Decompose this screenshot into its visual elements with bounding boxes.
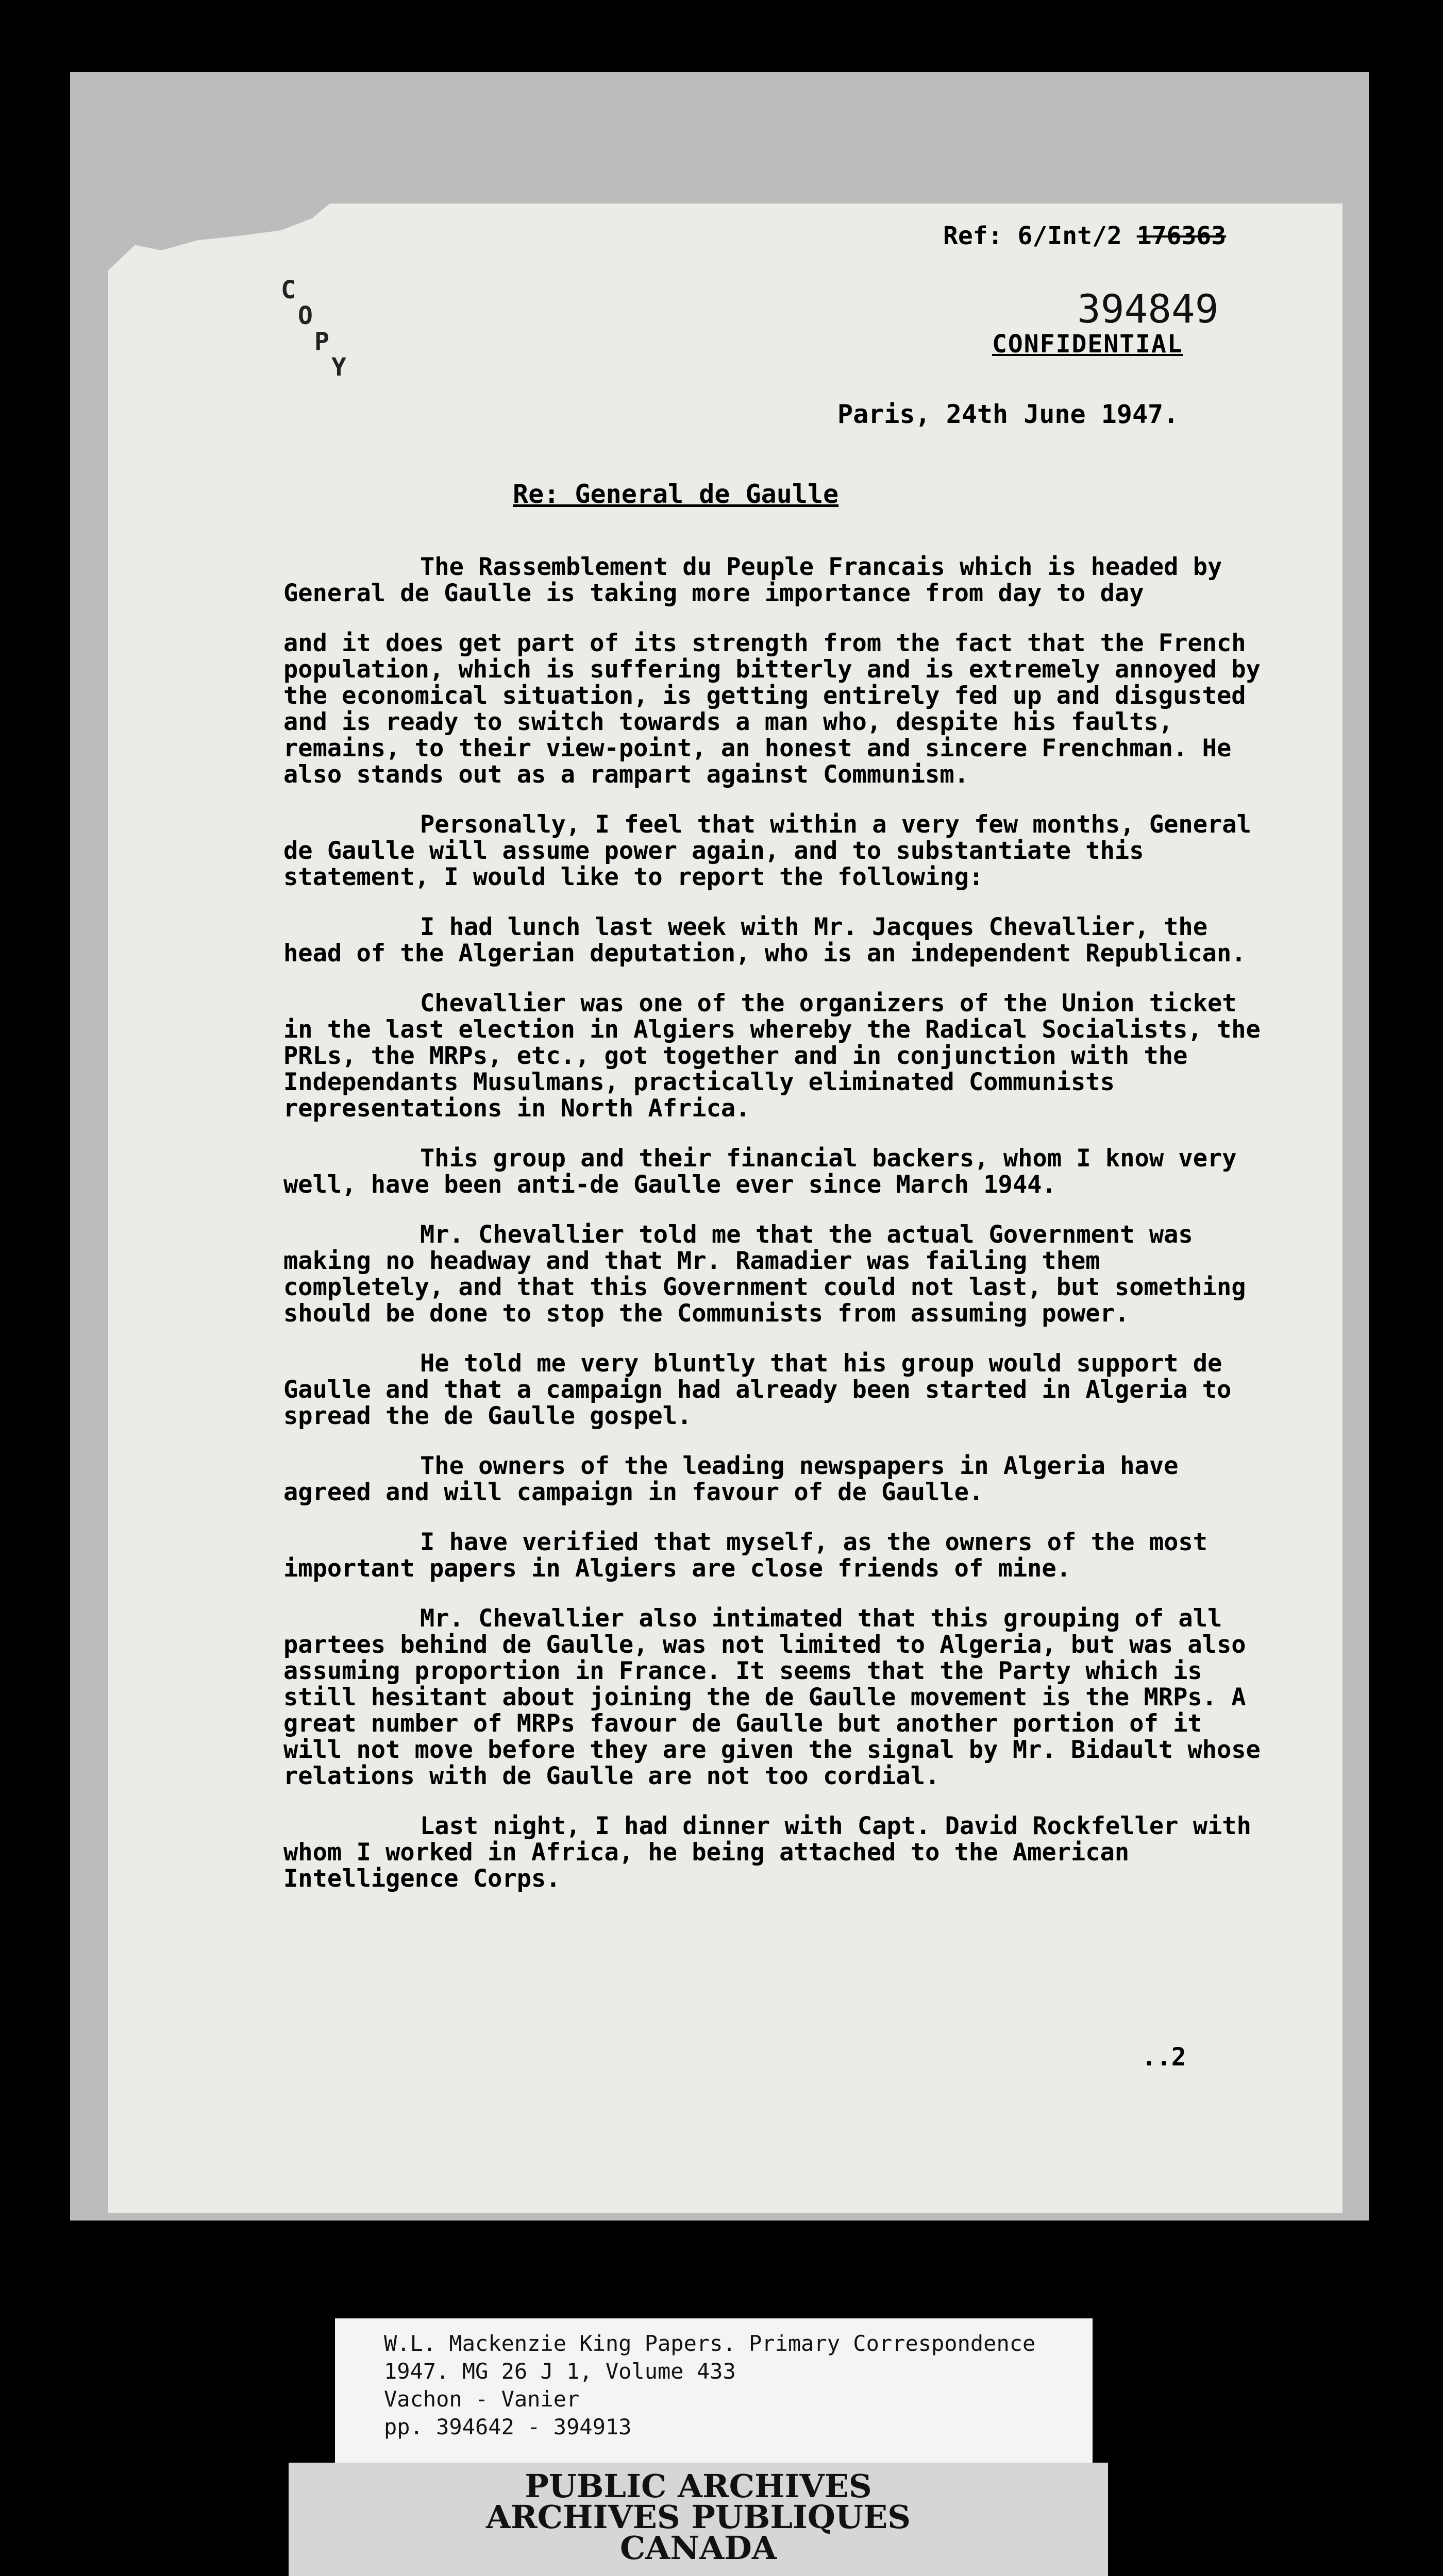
paragraph: I had lunch last week with Mr. Jacques Chevallier, the head of the Algerian deputation, who is an independent Republican. (283, 913, 1246, 968)
paragraph: The owners of the leading newspapers in Algeria have agreed and will campaign in favour of de Gaulle. (283, 1452, 1179, 1506)
archive-stamp-line: PUBLIC ARCHIVES (525, 2467, 872, 2505)
copy-letter-p: P (314, 327, 329, 356)
paragraph: and it does get part of its strength from the fact that the French population, which is suffering bitterly and is extremely annoyed by the economical situation, is getting entirely fed up and disgusted and is ready to switch towards a man who, despite his faults, remains, to their view-point, an honest and sincere Frenchman. He also stands out as a rampart against Communism. (283, 629, 1261, 789)
archive-label-line: W.L. Mackenzie King Papers. Primary Correspondence (384, 2331, 1036, 2356)
paragraph: I have verified that myself, as the owners of the most important papers in Algiers are close friends of mine. (283, 1528, 1208, 1583)
paragraph: Mr. Chevallier also intimated that this grouping of all partees behind de Gaulle, was not limited to Algeria, but was also assuming proportion in France. It seems that the Party which is still hesitant about joining the de Gaulle movement is the MRPs. A great number of MRPs favour de Gaulle but another portion of it will not move before they are given the signal by Mr. Bidault whose relations with de Gaulle are not too cordial. (283, 1604, 1261, 1790)
subject-line: Re: General de Gaulle (513, 479, 839, 509)
paragraph: Last night, I had dinner with Capt. David Rockfeller with whom I worked in Africa, he being attached to the American Intelligence Corps. (283, 1812, 1251, 1893)
page-continuation: ..2 (1142, 2043, 1186, 2072)
paragraph: The Rassemblement du Peuple Francais which is headed by General de Gaulle is taking more importance from day to day (283, 553, 1222, 607)
archive-label (335, 2318, 1093, 2463)
archive-label-line: Vachon - Vanier (384, 2386, 580, 2412)
paragraph: He told me very bluntly that his group would support de Gaulle and that a campaign had already been started in Algeria to spread the de Gaulle gospel. (283, 1349, 1232, 1430)
classification-mark: CONFIDENTIAL (992, 330, 1183, 359)
paragraph: Personally, I feel that within a very few months, General de Gaulle will assume power again, and to substantiate this statement, I would like to report the following: (283, 810, 1251, 891)
copy-letter-y: Y (331, 353, 346, 382)
letter-body (283, 554, 1263, 1916)
archive-label-line: pp. 394642 - 394913 (384, 2414, 632, 2439)
dateline: Paris, 24th June 1947. (837, 399, 1179, 429)
archive-stamp-line: ARCHIVES PUBLIQUES (485, 2498, 911, 2536)
copy-letter-c: C (281, 276, 296, 304)
archive-stamp-line: CANADA (619, 2529, 777, 2567)
archive-stamp (289, 2463, 1108, 2576)
paragraph: Chevallier was one of the organizers of the Union ticket in the last election in Algiers whereby the Radical Socialists, the PRLs, the MRPs, etc., got together and in conjunction with the Independants Musulmans, practically eliminated Communists representations in North Africa. (283, 989, 1261, 1123)
ref-value: 6/Int/2 (1017, 222, 1122, 250)
reference-line (943, 222, 1226, 250)
paragraph: This group and their financial backers, whom I know very well, have been anti-de Gaulle ever since March 1944. (283, 1144, 1237, 1199)
ref-struck-number: 176363 (1136, 222, 1227, 250)
ref-label: Ref: (943, 222, 1003, 250)
reference-number: 394849 (1077, 286, 1219, 332)
archive-label-line: 1947. MG 26 J 1, Volume 433 (384, 2359, 736, 2384)
paragraph: Mr. Chevallier told me that the actual Government was making no headway and that Mr. Ramadier was failing them completely, and that this Government could not last, but something should be done to stop the Communists from assuming power. (283, 1221, 1246, 1328)
copy-letter-o: O (298, 301, 313, 330)
